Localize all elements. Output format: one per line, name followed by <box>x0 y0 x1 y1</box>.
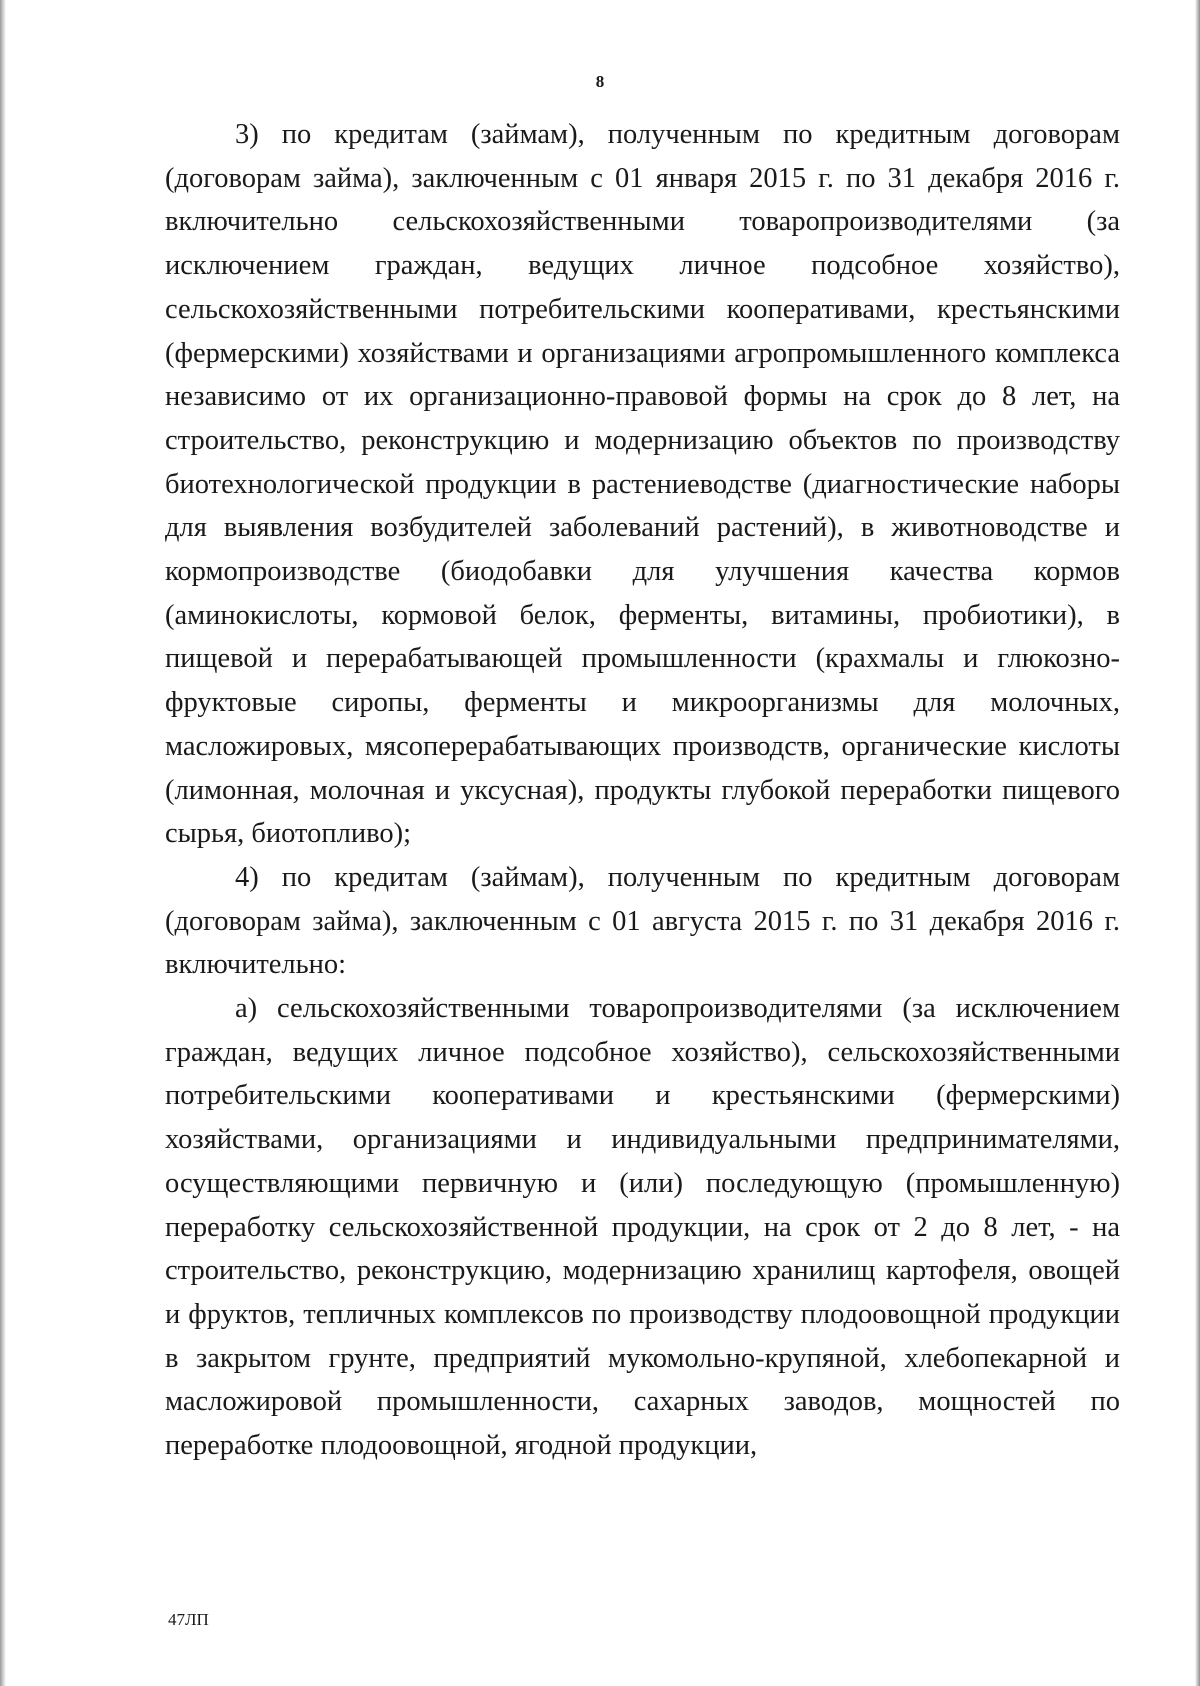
document-body <box>165 113 1120 1468</box>
paragraph-subitem-a: а) сельскохозяйственными товаропроизводителями (за исключением граждан, ведущих личное подсобное хозяйство), сельскохозяйственными потребительскими кооперативами и крестьянскими (фермерскими) хозяйствами, организациями и индивидуальными предпринимателями, осуществляющими первичную и (или) последующую (промышленную) переработку сельскохозяйственной продукции, на срок от 2 до 8 лет, - на строительство, реконструкцию, модернизацию хранилищ картофеля, овощей и фруктов, тепличных комплексов по производству плодоовощной продукции в закрытом грунте, предприятий мукомольно-крупяной, хлебопекарной и масложировой промышленности, сахарных заводов, мощностей по переработке плодоовощной, ягодной продукции, <box>165 993 1120 1462</box>
paragraph-item-3: 3) по кредитам (займам), полученным по кредитным договорам (договорам займа), заключенным с 01 января 2015 г. по 31 декабря 2016 г. включительно сельскохозяйственными товаропроизводителями (за исключением граждан, ведущих личное подсобное хозяйство), сельскохозяйственными потребительскими кооперативами, крестьянскими (фермерскими) хозяйствами и организациями агропромышленного комплекса независимо от их организационно-правовой формы на срок до 8 лет, на строительство, реконструкцию и модернизацию объектов по производству биотехнологической продукции в растениеводстве (диагностические наборы для выявления возбудителей заболеваний растений), в животноводстве и кормопроизводстве (биодобавки для улучшения качества кормов (аминокислоты, кормовой белок, ферменты, витамины, пробиотики), в пищевой и перерабатывающей промышленности (крахмалы и глюкозно-фруктовые сиропы, ферменты и микроорганизмы для молочных, масложировых, мясоперерабатывающих производств, органические кислоты (лимонная, молочная и уксусная), продукты глубокой переработки пищевого сырья, биотопливо); <box>165 119 1120 850</box>
scan-edge-right <box>1195 0 1200 1686</box>
page-number: 8 <box>595 72 605 91</box>
paragraph-item-4: 4) по кредитам (займам), полученным по кредитным договорам (договорам займа), заключенным с 01 августа 2015 г. по 31 декабря 2016 г. включительно: <box>165 861 1120 981</box>
scan-edge-left <box>0 0 6 1686</box>
footer-document-code: 47ЛП <box>168 1610 209 1629</box>
